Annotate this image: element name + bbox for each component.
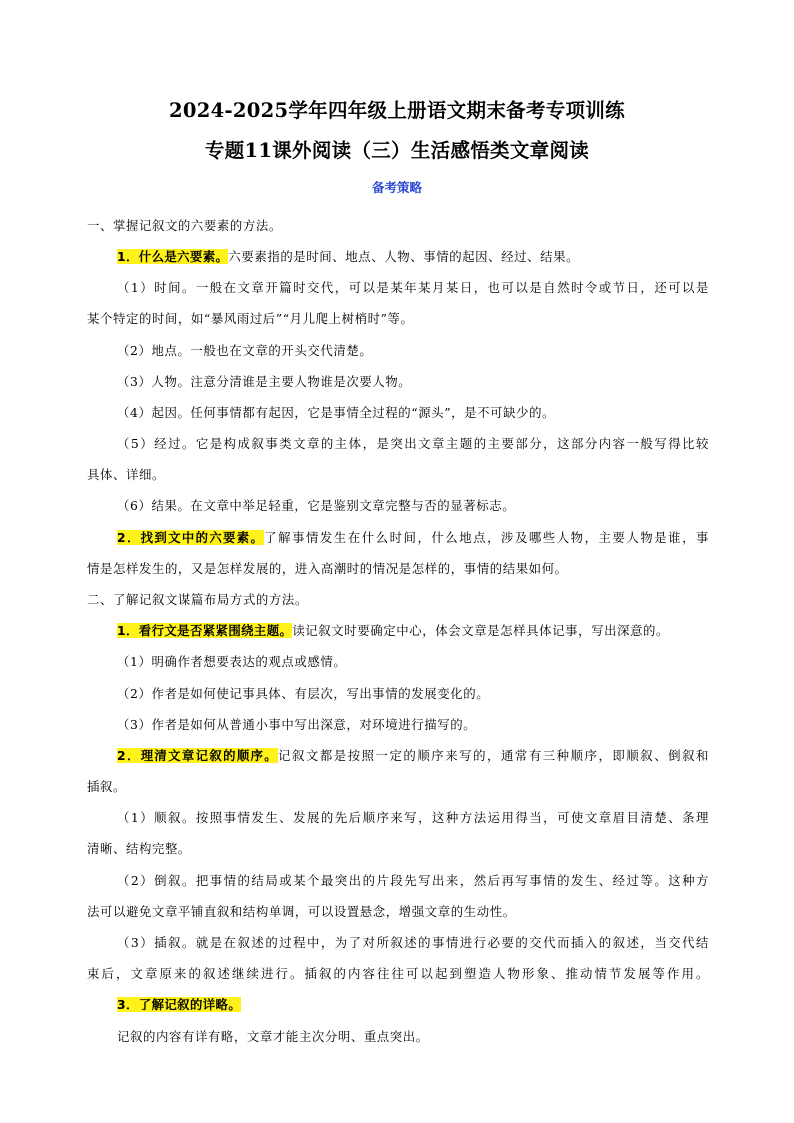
paragraph-cause: （4）起因。任何事情都有起因，它是事情全过程的“源头”，是不可缺少的。	[117, 405, 556, 420]
paragraph-flashback-line2: 法可以避免文章平铺直叙和结构单调，可以设置悬念，增强文章的生动性。	[87, 904, 516, 919]
paragraph-time-line1: （1）时间。一般在文章开篇时交代，可以是某年某月某日，也可以是自然时令或节日，还可以是	[117, 280, 709, 295]
document-title: 2024-2025学年四年级上册语文期末备考专项训练	[169, 99, 625, 122]
paragraph-time-line2: 某个特定的时间，如“暴风雨过后”“月儿爬上树梢时”等。	[87, 311, 414, 326]
list-item: （2）作者是如何使记事具体、有层次，写出事情的发展变化的。	[117, 686, 490, 701]
paragraph-chronological-line1: （1）顺叙。按照事情发生、发展的先后顺序来写，这种方法运用得当，可使文章眉目清楚、条理	[117, 810, 709, 825]
paragraph-chronological-line2: 清晰、结构完整。	[87, 841, 191, 856]
section-heading-2: 二、了解记叙文谋篇布局方式的方法。	[87, 592, 308, 607]
highlight-label: 3．了解记叙的详略。	[117, 997, 242, 1012]
paragraph-text: 了解事情发生在什么时间，什么地点，涉及哪些人物，主要人物是谁，事	[264, 530, 710, 545]
paragraph-detail: 记叙的内容有详有略，文章才能主次分明、重点突出。	[117, 1029, 429, 1044]
section-heading-1: 一、掌握记叙文的六要素的方法。	[87, 218, 282, 233]
list-item: （3）作者是如何从普通小事中写出深意，对环境进行描写的。	[117, 717, 477, 732]
paragraph-order-line1	[87, 748, 709, 764]
paragraph-detail-heading	[87, 997, 709, 1013]
highlight-label: 2．理清文章记叙的顺序。	[117, 748, 279, 763]
paragraph-people: （3）人物。注意分清谁是主要人物谁是次要人物。	[117, 374, 412, 389]
paragraph-interpolation-line2: 束后，文章原来的叙述继续进行。插叙的内容往往可以起到塑造人物形象、推动情节发展等作用。	[87, 966, 709, 981]
highlight-label: 1．什么是六要素。	[117, 249, 229, 264]
paragraph-text: 记叙文都是按照一定的顺序来写的，通常有三种顺序，即顺叙、倒叙和	[278, 748, 709, 763]
paragraph-process-line1: （5）经过。它是构成叙事类文章的主体，是突出文章主题的主要部分，这部分内容一般写得比较	[117, 436, 709, 451]
paragraph-find-elements-line2: 情是怎样发生的，又是怎样发展的，进入高潮时的情况是怎样的，事情的结果如何。	[87, 561, 568, 576]
highlight-label: 1．看行文是否紧紧围绕主题。	[117, 623, 293, 638]
paragraph-interpolation-line1: （3）插叙。就是在叙述的过程中，为了对所叙述的事情进行必要的交代而插入的叙述，当交代结	[117, 935, 709, 950]
paragraph-result: （6）结果。在文章中举足轻重，它是鉴别文章完整与否的显著标志。	[117, 498, 516, 513]
paragraph-six-elements	[87, 249, 709, 265]
document-subtitle-topic: 专题11课外阅读（三）生活感悟类文章阅读	[204, 139, 590, 162]
highlight-label: 2．找到文中的六要素。	[117, 530, 265, 545]
paragraph-text: 读记叙文时要确定中心，体会文章是怎样具体记事，写出深意的。	[292, 623, 670, 638]
paragraph-text: 六要素指的是时间、地点、人物、事情的起因、经过、结果。	[228, 249, 580, 264]
paragraph-find-elements-line1	[87, 530, 709, 546]
list-item: （1）明确作者想要表达的观点或感情。	[117, 654, 347, 669]
paragraph-place: （2）地点。一般也在文章的开头交代清楚。	[117, 343, 373, 358]
paragraph-process-line2: 具体、详细。	[87, 467, 165, 482]
paragraph-order-line2: 插叙。	[87, 779, 126, 794]
paragraph-flashback-line1: （2）倒叙。把事情的结局或某个最突出的片段先写出来，然后再写事情的发生、经过等。这种方	[117, 873, 709, 888]
paragraph-theme	[87, 623, 709, 639]
section-label-strategy: 备考策略	[371, 180, 422, 195]
